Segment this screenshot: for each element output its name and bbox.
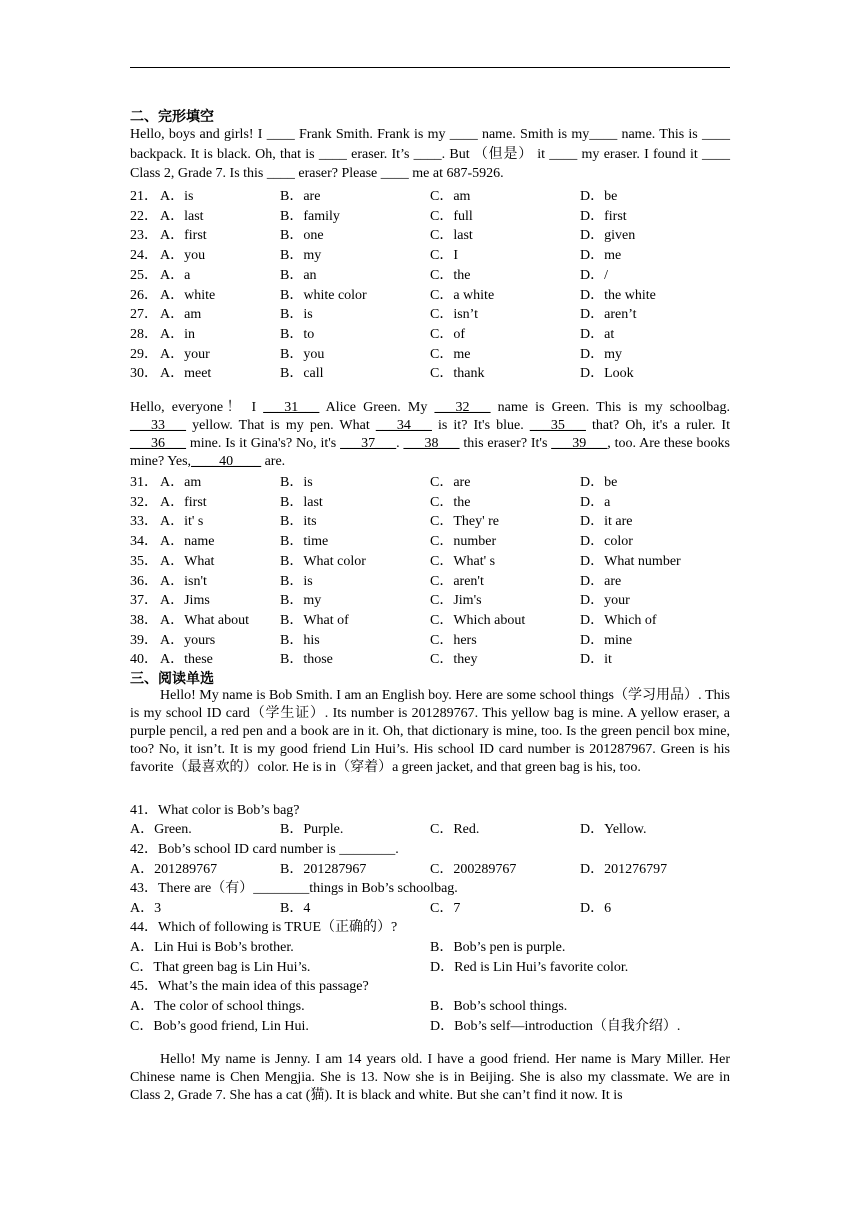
option-d[interactable]: D．Which of bbox=[580, 613, 657, 629]
option-c[interactable]: C．Red. bbox=[430, 822, 480, 837]
option-b[interactable]: B．are bbox=[280, 189, 321, 204]
option-d[interactable]: D．/ bbox=[580, 267, 608, 283]
option-b[interactable]: B．my bbox=[280, 248, 322, 264]
option-a[interactable]: A．What about bbox=[160, 613, 250, 629]
passage-text: , too. Are these books mine? Yes, bbox=[130, 436, 730, 469]
option-d[interactable]: D．What number bbox=[580, 553, 681, 569]
passage-text: yellow. That is my pen. What bbox=[186, 418, 376, 433]
option-c[interactable]: C．thank bbox=[430, 366, 485, 382]
passage-text: name is Green. This is my schoolbag. bbox=[490, 400, 730, 415]
option-a[interactable]: A．your bbox=[160, 346, 210, 362]
option-b[interactable]: B．my bbox=[280, 593, 322, 609]
blank-36: ___36___ bbox=[130, 436, 186, 451]
question-44-options-cd bbox=[130, 956, 730, 976]
question-number: 29． bbox=[130, 346, 158, 362]
question-45 bbox=[130, 975, 730, 995]
option-d[interactable]: D．Yellow. bbox=[580, 822, 647, 837]
question-row bbox=[130, 471, 730, 491]
question-stem: 42．Bob’s school ID card number is ________. bbox=[130, 842, 399, 857]
question-stem: 44．Which of following is TRUE（正确的）? bbox=[130, 920, 398, 935]
option-c[interactable]: C．aren't bbox=[430, 573, 484, 589]
question-number: 31． bbox=[130, 475, 158, 490]
blank-32: ___32___ bbox=[434, 400, 491, 415]
option-a[interactable]: A．these bbox=[160, 652, 213, 668]
reading-passage-1: Hello! My name is Bob Smith. I am an English boy. Here are some school things（学习用品）. This is my school ID card（学生证）. Its number is 201289767. This yellow bag is mine. A yellow eraser, a purple pencil, a red pen and a book are in it. Oh, that dictionary is mine, too. Is the green pencil box mine, too? No, it isn’t. It is my good friend Lin Hui’s. His school ID card number is 201287967. Green is his favorite（最喜欢的）color. He is in（穿着）a green jacket, and that green bag is his, too. bbox=[130, 688, 730, 775]
question-number: 27． bbox=[130, 307, 158, 323]
blank-35: ___35___ bbox=[529, 418, 586, 433]
option-a[interactable]: A．meet bbox=[160, 366, 212, 382]
blank-37: ___37___ bbox=[340, 436, 397, 451]
option-a[interactable]: A．yours bbox=[160, 632, 216, 648]
question-41 bbox=[130, 799, 730, 819]
option-a[interactable]: A．name bbox=[160, 534, 215, 550]
option-b[interactable]: B．What color bbox=[280, 553, 366, 569]
passage-text: Hello, everyone！ I bbox=[130, 400, 264, 415]
option-b[interactable]: B．What of bbox=[280, 613, 349, 629]
question-row bbox=[130, 264, 730, 284]
option-c[interactable]: C．Bob’s good friend, Lin Hui. bbox=[130, 1019, 309, 1034]
option-c[interactable]: C．What' s bbox=[430, 553, 496, 569]
passage-text: that? Oh, it's a ruler. It bbox=[585, 418, 730, 433]
question-number: 38． bbox=[130, 613, 158, 629]
section-title-cloze: 二、完形填空 bbox=[130, 109, 214, 125]
option-d[interactable]: D．Look bbox=[580, 366, 634, 382]
option-b[interactable]: B．an bbox=[280, 267, 317, 283]
question-45-options-ab bbox=[130, 995, 730, 1015]
option-a[interactable]: A．a bbox=[160, 267, 191, 283]
blank-39: ___39___ bbox=[551, 436, 608, 451]
option-b[interactable]: B．4 bbox=[280, 901, 311, 916]
option-b[interactable]: B．its bbox=[280, 514, 317, 530]
question-row bbox=[130, 303, 730, 323]
question-number: 24． bbox=[130, 248, 158, 264]
option-d[interactable]: D．are bbox=[580, 573, 622, 589]
option-a[interactable]: A．What bbox=[160, 553, 215, 569]
passage-text: this eraser? It's bbox=[459, 436, 552, 451]
option-b[interactable]: B．is bbox=[280, 307, 313, 323]
question-number: 22． bbox=[130, 208, 158, 224]
blank-31: ___31___ bbox=[263, 400, 320, 415]
question-stem: 41．What color is Bob’s bag? bbox=[130, 803, 300, 818]
question-number: 35． bbox=[130, 553, 158, 569]
option-d[interactable]: D．it bbox=[580, 652, 612, 668]
option-d[interactable]: D．me bbox=[580, 248, 622, 264]
cloze-passage-2 bbox=[130, 399, 730, 471]
question-row bbox=[130, 362, 730, 382]
option-a[interactable]: A．Lin Hui is Bob’s brother. bbox=[130, 940, 294, 955]
option-d[interactable]: D．color bbox=[580, 534, 633, 550]
option-a[interactable]: A．you bbox=[160, 248, 206, 264]
option-a[interactable]: A．Jims bbox=[160, 593, 210, 609]
option-c[interactable]: C．That green bag is Lin Hui’s. bbox=[130, 960, 311, 975]
question-number: 34． bbox=[130, 534, 158, 550]
option-c[interactable]: C．full bbox=[430, 208, 473, 224]
option-b[interactable]: B．201287967 bbox=[280, 862, 367, 877]
passage-text: . bbox=[396, 436, 404, 451]
question-row bbox=[130, 570, 730, 590]
option-b[interactable]: B．Bob’s pen is purple. bbox=[430, 940, 566, 955]
passage-text: Alice Green. My bbox=[319, 400, 435, 415]
option-d[interactable]: D．first bbox=[580, 208, 627, 224]
reading-passage-2: Hello! My name is Jenny. I am 14 years old. I have a good friend. Her name is Mary Miller. Her Chinese name is Chen Mengjia. She is 13. Now she is in Beijing. She is also my classmate. We are in Class 2, Grade 7. She has a cat (猫). It is black and white. But she can’t find it now. It is bbox=[130, 1052, 730, 1103]
question-42-options bbox=[130, 858, 730, 878]
option-b[interactable]: B．is bbox=[280, 573, 313, 589]
option-b[interactable]: B．Bob’s school things. bbox=[430, 999, 568, 1014]
option-c[interactable]: C．they bbox=[430, 652, 478, 668]
option-b[interactable]: B．last bbox=[280, 494, 323, 510]
option-a[interactable]: A．Green. bbox=[130, 822, 192, 837]
option-c[interactable]: C．am bbox=[430, 189, 471, 204]
question-41-options bbox=[130, 818, 730, 838]
option-d[interactable]: D．be bbox=[580, 189, 618, 204]
blank-38: ___38___ bbox=[403, 436, 460, 451]
question-43 bbox=[130, 877, 730, 897]
option-d[interactable]: D．be bbox=[580, 475, 618, 490]
option-c[interactable]: C．the bbox=[430, 494, 471, 510]
option-b[interactable]: B．is bbox=[280, 475, 313, 490]
option-d[interactable]: D．mine bbox=[580, 632, 633, 648]
question-row bbox=[130, 323, 730, 343]
option-d[interactable]: D．201276797 bbox=[580, 862, 668, 877]
question-number: 21． bbox=[130, 189, 158, 204]
option-d[interactable]: D．aren’t bbox=[580, 307, 637, 323]
question-number: 36． bbox=[130, 573, 158, 589]
option-a[interactable]: A．in bbox=[160, 327, 195, 343]
option-d[interactable]: D．it are bbox=[580, 514, 633, 530]
option-d[interactable]: D．your bbox=[580, 593, 630, 609]
option-b[interactable]: B．one bbox=[280, 228, 324, 244]
option-d[interactable]: D．6 bbox=[580, 901, 612, 916]
question-number: 30． bbox=[130, 366, 158, 382]
option-a[interactable]: A．isn't bbox=[160, 573, 207, 589]
option-c[interactable]: C．are bbox=[430, 475, 471, 490]
option-b[interactable]: B．Purple. bbox=[280, 822, 344, 837]
question-number: 28． bbox=[130, 327, 158, 343]
option-c[interactable]: C．isn’t bbox=[430, 307, 478, 323]
question-row bbox=[130, 609, 730, 629]
blank-33: ___33___ bbox=[130, 418, 186, 433]
option-c[interactable]: C．I bbox=[430, 248, 458, 264]
option-a[interactable]: A．white bbox=[160, 287, 216, 303]
option-c[interactable]: C．7 bbox=[430, 901, 461, 916]
question-row bbox=[130, 648, 730, 668]
option-c[interactable]: C．They' re bbox=[430, 514, 500, 530]
question-number: 32． bbox=[130, 494, 158, 510]
option-b[interactable]: B．call bbox=[280, 366, 324, 382]
blank-34: ___34___ bbox=[375, 418, 432, 433]
option-a[interactable]: A．3 bbox=[130, 901, 162, 916]
option-c[interactable]: C．number bbox=[430, 534, 497, 550]
question-row bbox=[130, 629, 730, 649]
option-b[interactable]: B．to bbox=[280, 327, 315, 343]
question-row bbox=[130, 530, 730, 550]
option-c[interactable]: C．Which about bbox=[430, 613, 526, 629]
option-a[interactable]: A．am bbox=[160, 307, 202, 323]
option-c[interactable]: C．the bbox=[430, 267, 471, 283]
passage-text: is it? It's blue. bbox=[431, 418, 530, 433]
question-row bbox=[130, 224, 730, 244]
option-d[interactable]: D．at bbox=[580, 327, 615, 343]
option-b[interactable]: B．white color bbox=[280, 287, 367, 303]
option-a[interactable]: A．The color of school things. bbox=[130, 999, 305, 1014]
option-c[interactable]: C．Jim's bbox=[430, 593, 482, 609]
question-number: 39． bbox=[130, 632, 158, 648]
option-a[interactable]: A．am bbox=[160, 475, 202, 490]
question-number: 37． bbox=[130, 593, 158, 609]
option-a[interactable]: A．last bbox=[160, 208, 204, 224]
option-a[interactable]: A．is bbox=[160, 189, 194, 204]
option-d[interactable]: D．my bbox=[580, 346, 622, 362]
option-d[interactable]: D．a bbox=[580, 494, 611, 510]
question-row bbox=[130, 205, 730, 225]
passage-text: mine. Is it Gina's? No, it's bbox=[186, 436, 341, 451]
option-b[interactable]: B．his bbox=[280, 632, 320, 648]
question-row bbox=[130, 491, 730, 511]
question-row bbox=[130, 589, 730, 609]
question-number: 26． bbox=[130, 287, 158, 303]
header-rule bbox=[130, 67, 730, 68]
question-number: 23． bbox=[130, 228, 158, 244]
question-44 bbox=[130, 916, 730, 936]
blank-40: ____40____ bbox=[191, 454, 262, 469]
option-c[interactable]: C．hers bbox=[430, 632, 477, 648]
question-45-options-cd bbox=[130, 1015, 730, 1035]
option-d[interactable]: D．Red is Lin Hui’s favorite color. bbox=[430, 960, 629, 975]
option-c[interactable]: C．200289767 bbox=[430, 862, 517, 877]
question-number: 40． bbox=[130, 652, 158, 668]
option-b[interactable]: B．those bbox=[280, 652, 333, 668]
section-title-reading: 三、阅读单选 bbox=[130, 671, 214, 687]
question-row bbox=[130, 550, 730, 570]
question-row bbox=[130, 185, 730, 205]
option-a[interactable]: A．it' s bbox=[160, 514, 204, 530]
option-d[interactable]: D．Bob’s self—introduction（自我介绍）. bbox=[430, 1019, 681, 1034]
passage-text: are. bbox=[261, 454, 286, 469]
option-a[interactable]: A．first bbox=[160, 228, 207, 244]
question-43-options bbox=[130, 897, 730, 917]
option-c[interactable]: C．me bbox=[430, 346, 471, 362]
question-row bbox=[130, 510, 730, 530]
option-c[interactable]: C．a white bbox=[430, 287, 495, 303]
question-42 bbox=[130, 838, 730, 858]
question-row bbox=[130, 284, 730, 304]
cloze-passage-1: Hello, boys and girls! I ____ Frank Smith. Frank is my ____ name. Smith is my____ name. This is ____ backpack. It is black. Oh, that is ____ eraser. It’s ____. But （但是） it ____ my eraser. I found it ____ Class 2, Grade 7. Is this ____ eraser? Please ____ me at 687-5926. bbox=[130, 127, 730, 181]
option-b[interactable]: B．you bbox=[280, 346, 325, 362]
question-number: 33． bbox=[130, 514, 158, 530]
option-b[interactable]: B．time bbox=[280, 534, 329, 550]
question-row bbox=[130, 244, 730, 264]
option-c[interactable]: C．of bbox=[430, 327, 465, 343]
option-b[interactable]: B．family bbox=[280, 208, 340, 224]
question-stem: 43．There are（有）________things in Bob’s schoolbag. bbox=[130, 881, 458, 896]
question-number: 25． bbox=[130, 267, 158, 283]
option-a[interactable]: A．201289767 bbox=[130, 862, 218, 877]
option-d[interactable]: D．the white bbox=[580, 287, 656, 303]
question-stem: 45．What’s the main idea of this passage? bbox=[130, 979, 369, 994]
option-d[interactable]: D．given bbox=[580, 228, 636, 244]
option-a[interactable]: A．first bbox=[160, 494, 207, 510]
question-row bbox=[130, 343, 730, 363]
question-44-options-ab bbox=[130, 936, 730, 956]
option-c[interactable]: C．last bbox=[430, 228, 473, 244]
